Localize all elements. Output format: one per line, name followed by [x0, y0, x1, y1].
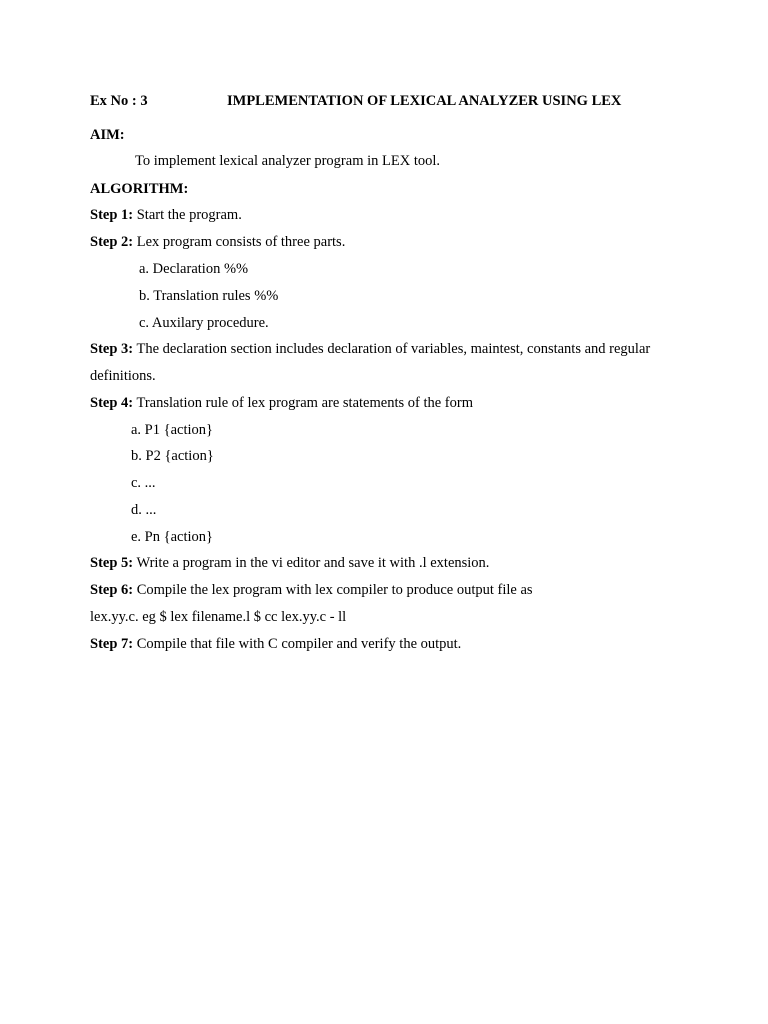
step-7 [90, 635, 461, 653]
step-text: Compile that file with C compiler and verify the output. [133, 636, 462, 652]
step-label: Step 6: [90, 582, 134, 598]
step-continuation: definitions. [90, 368, 156, 384]
list-item: c. Auxilary procedure. [139, 315, 269, 331]
list-item: b. P2 {action} [131, 448, 214, 464]
step-text: Translation rule of lex program are statements of the form [133, 395, 473, 411]
step-5 [90, 554, 489, 572]
step-label: Step 3: [90, 341, 134, 357]
step-1 [90, 206, 242, 224]
list-item: a. P1 {action} [131, 422, 213, 438]
page-title: IMPLEMENTATION OF LEXICAL ANALYZER USING LEX [227, 93, 622, 109]
list-item: a. Declaration %% [139, 261, 249, 277]
list-item: e. Pn {action} [131, 529, 213, 545]
step-label: Step 7: [90, 636, 134, 652]
step-6 [90, 581, 533, 599]
list-item: d. ... [131, 502, 157, 518]
algorithm-heading: ALGORITHM: [90, 181, 189, 197]
step-label: Step 5: [90, 555, 134, 571]
step-2 [90, 233, 345, 251]
step-3 [90, 340, 650, 358]
step-text: The declaration section includes declaration of variables, maintest, constants and regular [133, 341, 651, 357]
step-label: Step 1: [90, 207, 134, 223]
step-continuation: lex.yy.c. eg $ lex filename.l $ cc lex.yy.c - ll [90, 609, 347, 625]
step-label: Step 4: [90, 395, 134, 411]
step-text: Start the program. [133, 207, 242, 223]
list-item: b. Translation rules %% [139, 288, 279, 304]
step-text: Write a program in the vi editor and save it with .l extension. [133, 555, 490, 571]
aim-text: To implement lexical analyzer program in LEX tool. [135, 153, 440, 169]
step-text: Lex program consists of three parts. [133, 234, 346, 250]
step-text: Compile the lex program with lex compiler to produce output file as [133, 582, 533, 598]
list-item: c. ... [131, 475, 156, 491]
exercise-number: Ex No : 3 [90, 93, 148, 109]
step-label: Step 2: [90, 234, 134, 250]
aim-heading: AIM: [90, 127, 125, 143]
step-4 [90, 394, 473, 412]
